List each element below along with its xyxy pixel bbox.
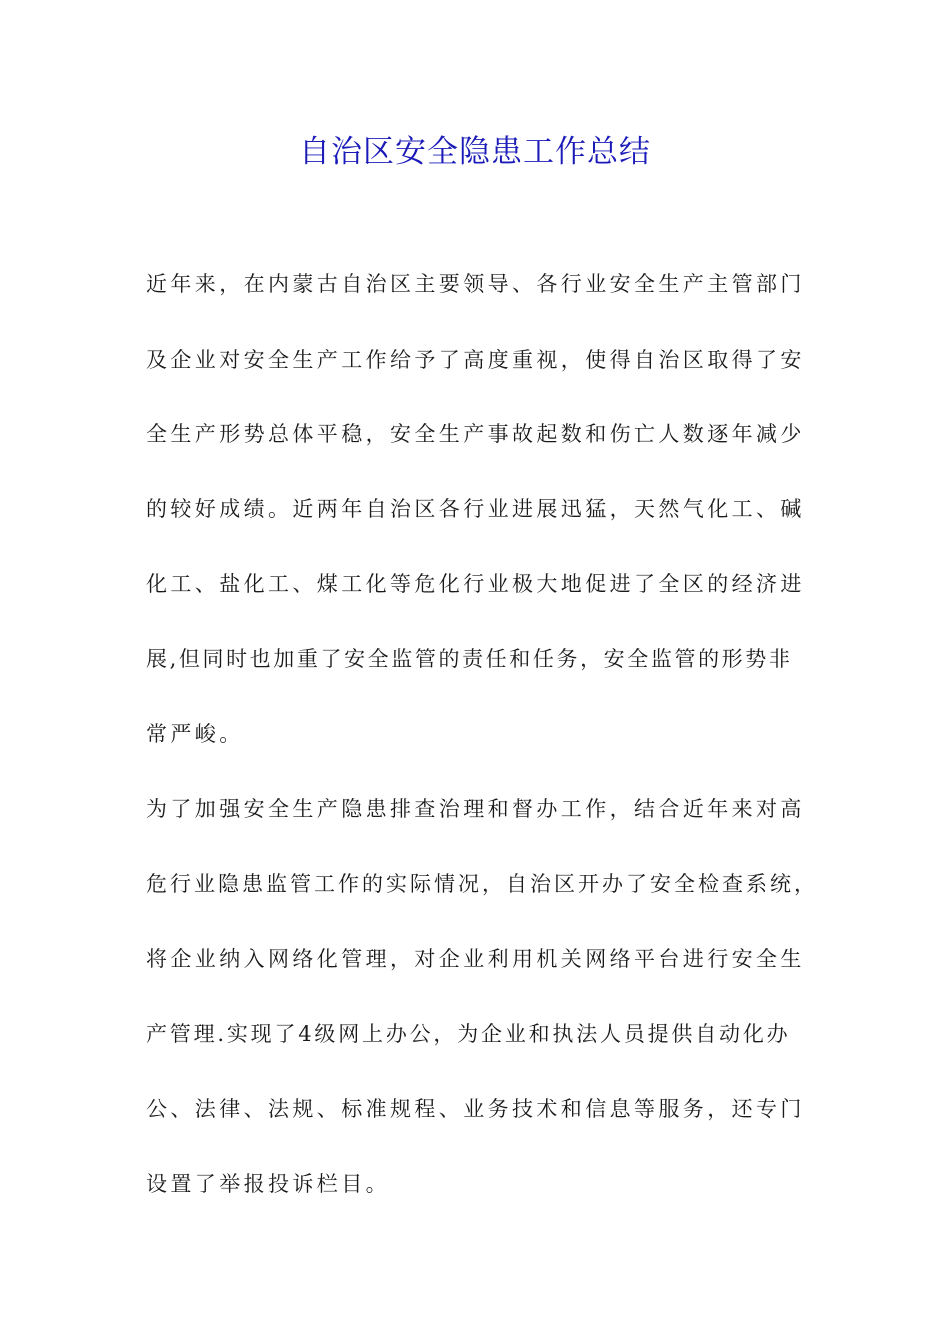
- paragraph-1-line-5: 化工、盐化工、煤工化等危化行业极大地促进了全区的经济进: [146, 572, 805, 596]
- paragraph-1-line-1: 近年来，在内蒙古自治区主要领导、各行业安全生产主管部门: [146, 272, 805, 296]
- paragraph-2-line-6: 设置了举报投诉栏目。: [146, 1172, 390, 1196]
- paragraph-2-line-2: 危行业隐患监管工作的实际情况，自治区开办了安全检查系统，: [146, 872, 818, 896]
- paragraph-2-line-4: 产管理.实现了4级网上办公，为企业和执法人员提供自动化办: [146, 1022, 791, 1046]
- paragraph-1-line-2: 及企业对安全生产工作给予了高度重视，使得自治区取得了安: [146, 348, 805, 372]
- paragraph-1-line-4: 的较好成绩。近两年自治区各行业进展迅猛，天然气化工、碱: [146, 497, 805, 521]
- paragraph-1-line-3: 全生产形势总体平稳，安全生产事故起数和伤亡人数逐年减少: [146, 422, 805, 446]
- paragraph-2-line-5: 公、法律、法规、标准规程、业务技术和信息等服务，还专门: [146, 1097, 805, 1121]
- document-title: 自治区安全隐患工作总结: [299, 134, 651, 170]
- paragraph-2-line-1: 为了加强安全生产隐患排查治理和督办工作，结合近年来对高: [146, 797, 805, 821]
- paragraph-2-line-3: 将企业纳入网络化管理，对企业利用机关网络平台进行安全生: [146, 947, 805, 971]
- paragraph-1-line-6: 展,但同时也加重了安全监管的责任和任务，安全监管的形势非: [146, 647, 793, 671]
- paragraph-1-line-7: 常严峻。: [146, 722, 244, 746]
